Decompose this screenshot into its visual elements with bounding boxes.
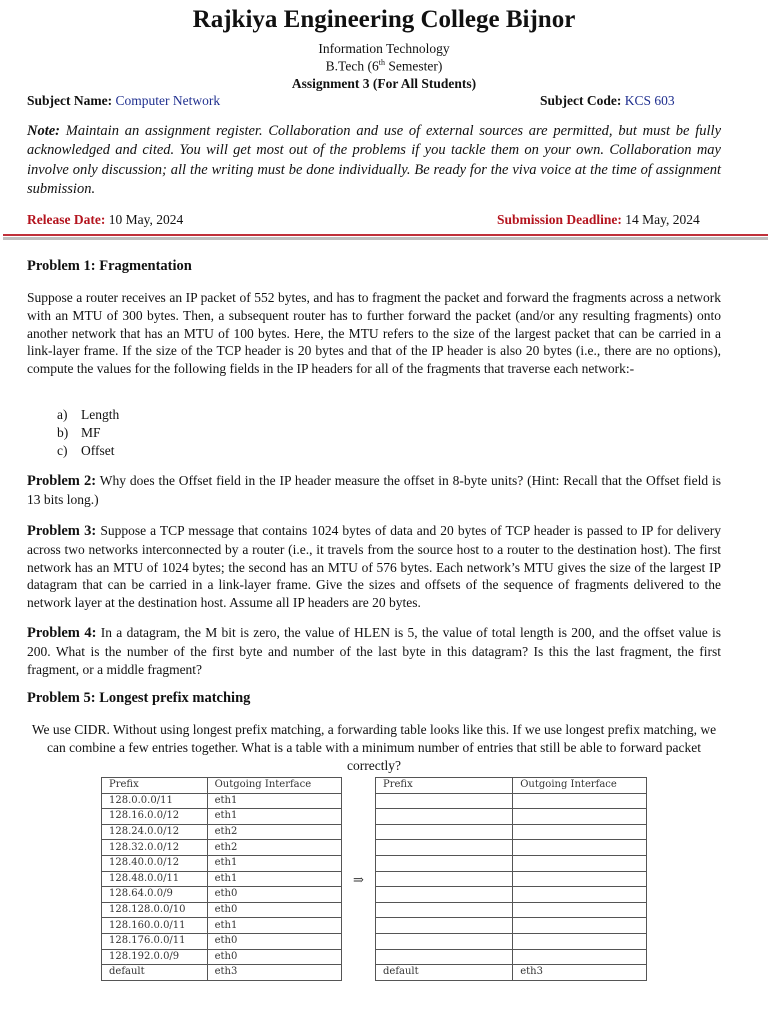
interface-cell: eth3 <box>513 965 647 981</box>
divider-gray <box>3 237 768 240</box>
interface-cell <box>513 871 647 887</box>
prefix-cell <box>376 902 513 918</box>
table-row <box>376 887 647 903</box>
interface-cell <box>513 824 647 840</box>
table-row <box>376 965 647 981</box>
problem-1-text: Suppose a router receives an IP packet of 552 bytes, and has to fragment the packet and forward the fragments across a network with an MTU of 300 bytes. Then, a subsequent router has to further forward the packet (and/or any resulting fragments) onto another network that has an MTU of 100 bytes. Here, the MTU refers to the size of the largest packet that can be carried in a link-layer frame. If the size of the TCP header is 20 bytes and that of the IP header is also 20 bytes (i.e., there are no options), compute the values for the following fields in the IP headers for all of the fragments that traverse each network:- <box>27 290 721 377</box>
interface-cell: eth0 <box>207 933 341 949</box>
table-row <box>102 902 342 918</box>
table-row <box>376 933 647 949</box>
table-row <box>102 809 342 825</box>
prefix-cell: 128.24.0.0/12 <box>102 824 208 840</box>
prefix-cell <box>376 949 513 965</box>
table-row <box>102 933 342 949</box>
prefix-cell: 128.64.0.0/9 <box>102 887 208 903</box>
problem-1-list <box>57 406 119 460</box>
table-row <box>376 949 647 965</box>
interface-cell: eth0 <box>207 949 341 965</box>
arrow-icon: ⇒ <box>353 872 364 887</box>
interface-cell: eth2 <box>207 840 341 856</box>
table-row <box>376 918 647 934</box>
interface-cell: eth0 <box>207 887 341 903</box>
prefix-cell: 128.176.0.0/11 <box>102 933 208 949</box>
note-paragraph: Note: Maintain an assignment register. Collaboration and use of external sources are permitted, but must be fully acknowledged and cited. You will get most out of the problems if you tackle them on your own. Collaboration may involve only discussion; all the writing must be done individually. Be ready for the viva voice at the time of assignment submission. <box>27 123 721 197</box>
table-row <box>376 840 647 856</box>
interface-cell: eth2 <box>207 824 341 840</box>
prefix-cell <box>376 918 513 934</box>
prefix-cell: 128.40.0.0/12 <box>102 855 208 871</box>
answer-table <box>375 777 647 981</box>
forwarding-table <box>101 777 342 981</box>
interface-cell: eth1 <box>207 918 341 934</box>
list-item: a) Length <box>57 407 120 422</box>
interface-cell <box>513 902 647 918</box>
problem-3: Problem 3: Suppose a TCP message that contains 1024 bytes of data and 20 bytes of TCP header is passed to IP for delivery across two networks interconnected by a router (i.e., it travels from the source host to a router to the destination host). The first network has an MTU of 1024 bytes; the second has an MTU of 576 bytes. Each network’s MTU gives the size of the largest IP datagram that can be carried in a link-layer frame. Give the sizes and offsets of the sequence of fragments delivered to the network layer at the destination host. Assume all IP headers are 20 bytes. <box>27 523 722 611</box>
table-row <box>376 855 647 871</box>
divider-red <box>3 234 768 236</box>
prefix-cell: 128.0.0.0/11 <box>102 793 208 809</box>
table-row <box>376 871 647 887</box>
subject-name: Subject Name: Computer Network <box>27 93 221 108</box>
table-row <box>376 824 647 840</box>
table-header <box>376 778 647 794</box>
submission-deadline: Submission Deadline: 14 May, 2024 <box>497 212 700 227</box>
interface-cell: eth1 <box>207 809 341 825</box>
interface-cell <box>513 809 647 825</box>
problem-4: Problem 4: In a datagram, the M bit is zero, the value of HLEN is 5, the value of total length is 200, and the offset value is 200. What is the number of the first byte and number of the last byte in this datagram? Is this the last fragment, the first fragment, or a middle fragment? <box>27 625 722 677</box>
interface-cell <box>513 887 647 903</box>
table-row <box>102 949 342 965</box>
problem-1-title: Problem 1: Fragmentation <box>27 258 192 274</box>
table-row <box>102 871 342 887</box>
interface-cell: eth0 <box>207 902 341 918</box>
prefix-cell <box>376 793 513 809</box>
table-row <box>102 855 342 871</box>
prefix-cell: 128.16.0.0/12 <box>102 809 208 825</box>
department: Information Technology <box>318 41 450 56</box>
release-date: Release Date: 10 May, 2024 <box>27 212 184 227</box>
prefix-cell <box>376 855 513 871</box>
prefix-cell: default <box>376 965 513 981</box>
college-title: Rajkiya Engineering College Bijnor <box>192 6 576 33</box>
list-item: c) Offset <box>57 443 115 458</box>
prefix-cell <box>376 824 513 840</box>
table-row <box>376 809 647 825</box>
prefix-cell: Prefix <box>376 778 513 794</box>
prefix-cell: Prefix <box>102 778 208 794</box>
table-row <box>102 965 342 981</box>
prefix-cell <box>376 887 513 903</box>
assignment-title: Assignment 3 (For All Students) <box>291 76 477 91</box>
interface-cell <box>513 840 647 856</box>
interface-cell <box>513 793 647 809</box>
problem-2: Problem 2: Why does the Offset field in the IP header measure the offset in 8-byte units? (Hint: Recall that the Offset field is 13 bits long.) <box>27 473 721 507</box>
list-item: b) MF <box>57 425 101 440</box>
prefix-cell: default <box>102 965 208 981</box>
prefix-cell <box>376 871 513 887</box>
interface-cell: Outgoing Interface <box>207 778 341 794</box>
problem-5-title: Problem 5: Longest prefix matching <box>27 690 251 706</box>
interface-cell: eth1 <box>207 871 341 887</box>
table-row <box>102 793 342 809</box>
interface-cell: Outgoing Interface <box>513 778 647 794</box>
table-row <box>102 918 342 934</box>
table-row <box>102 887 342 903</box>
interface-cell: eth3 <box>207 965 341 981</box>
table-header <box>102 778 342 794</box>
prefix-cell: 128.32.0.0/12 <box>102 840 208 856</box>
table-row <box>376 793 647 809</box>
subject-code: Subject Code: KCS 603 <box>540 93 675 108</box>
interface-cell: eth1 <box>207 855 341 871</box>
prefix-cell <box>376 933 513 949</box>
table-row <box>102 840 342 856</box>
interface-cell <box>513 933 647 949</box>
table-row <box>376 902 647 918</box>
interface-cell: eth1 <box>207 793 341 809</box>
interface-cell <box>513 918 647 934</box>
interface-cell <box>513 855 647 871</box>
prefix-cell: 128.192.0.0/9 <box>102 949 208 965</box>
problem-5-text: We use CIDR. Without using longest prefix matching, a forwarding table looks like this. If we use longest prefix matching, we can combine a few entries together. What is a table with a minimum number of entries that still be able to forward packet correctly? <box>31 722 717 773</box>
table-row <box>102 824 342 840</box>
prefix-cell: 128.128.0.0/10 <box>102 902 208 918</box>
interface-cell <box>513 949 647 965</box>
program-line: B.Tech (6th Semester) <box>325 58 443 74</box>
prefix-cell: 128.48.0.0/11 <box>102 871 208 887</box>
prefix-cell: 128.160.0.0/11 <box>102 918 208 934</box>
prefix-cell <box>376 840 513 856</box>
prefix-cell <box>376 809 513 825</box>
